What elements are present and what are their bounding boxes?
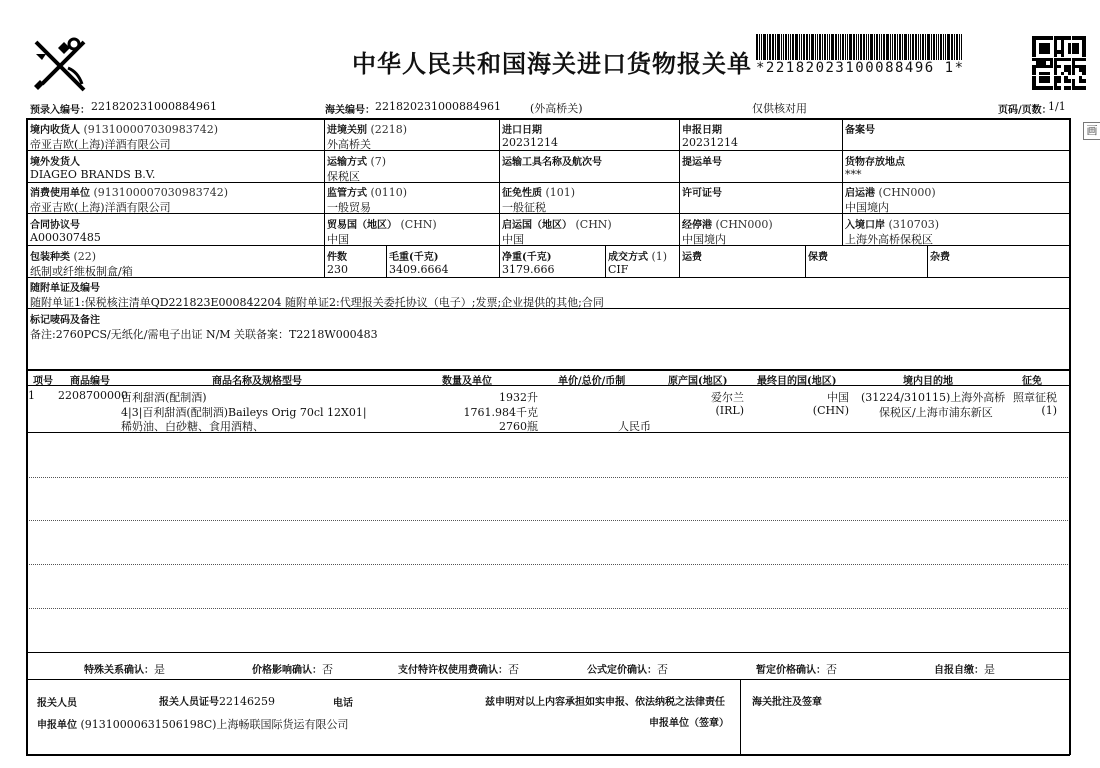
departure-port-label: 启运港 xyxy=(845,188,875,199)
entry-port-value: 上海外高桥保税区 xyxy=(845,233,933,246)
form-top-border xyxy=(26,118,1070,120)
col-header-goods-name: 商品名称及规格型号 xyxy=(212,376,302,387)
consumer-label: 消费使用单位 xyxy=(30,188,90,199)
consumer-name: 帝亚吉欧(上海)洋酒有限公司 xyxy=(30,201,171,214)
page-title: 中华人民共和国海关进口货物报关单 xyxy=(352,50,752,78)
tax-nature-cell xyxy=(502,184,575,215)
entry-customs-code: (2218) xyxy=(370,123,408,136)
misc-label: 杂费 xyxy=(930,252,950,263)
provisional-price-label: 暂定价格确认： xyxy=(756,665,826,676)
consumer-cell xyxy=(30,184,228,215)
documents-value: 随附单证1:保税核注清单QD221823E000842204 随附单证2:代理报关委托协议（电子）;发票;企业提供的其他;合同 xyxy=(30,296,604,309)
legal-statement: 兹申明对以上内容承担如实申报、依法纳税之法律责任 xyxy=(485,697,725,708)
royalty-label: 支付特许权使用费确认： xyxy=(398,665,508,676)
col-header-dest-domestic: 境内目的地 xyxy=(903,376,953,387)
net-weight-label: 净重(千克) xyxy=(502,252,552,263)
tax-nature-label: 征免性质 xyxy=(502,188,542,199)
vessel-cell xyxy=(502,153,602,168)
page-value: 1/1 xyxy=(1048,100,1066,113)
col-header-goods-code: 商品编号 xyxy=(70,376,110,387)
barcode-text: *22182023100088496 1* xyxy=(756,60,965,76)
supervision-cell xyxy=(327,184,407,215)
storage-cell xyxy=(845,153,905,181)
item-dest-country-code: (CHN) xyxy=(812,404,849,417)
package-type-cell xyxy=(30,248,133,279)
departure-port-value: 中国境内 xyxy=(845,201,889,214)
trade-country-code: (CHN) xyxy=(400,218,437,231)
entry-port-cell xyxy=(845,216,939,247)
item-currency: 人民币 xyxy=(618,420,651,433)
tax-nature-code: (101) xyxy=(545,186,576,199)
item-qty2: 1761.984千克 xyxy=(463,406,538,419)
item-exemption-code: (1) xyxy=(1041,404,1057,417)
col-header-quantity: 数量及单位 xyxy=(442,376,492,387)
import-date-value: 20231214 xyxy=(502,136,558,149)
misc-cell xyxy=(930,248,950,263)
origin-country-label: 启运国（地区） xyxy=(502,220,572,231)
item-spec: 4|3|百利甜酒(配制酒)Baileys Orig 70cl 12X01| xyxy=(121,406,367,419)
net-weight-cell xyxy=(502,248,555,276)
supervision-label: 监管方式 xyxy=(327,188,367,199)
declarer-cert-value: 22146259 xyxy=(219,695,275,708)
special-relation-value: 是 xyxy=(154,663,165,676)
trade-country-label: 贸易国（地区） xyxy=(327,220,397,231)
formula-price-confirm xyxy=(587,661,668,677)
record-no-cell xyxy=(845,121,875,136)
bill-no-cell xyxy=(682,153,722,168)
pre-entry-number: 221820231000884961 xyxy=(91,100,217,113)
item-name: 百利甜酒(配制酒) xyxy=(121,391,207,404)
freight-cell xyxy=(682,248,702,263)
documents-cell xyxy=(30,279,604,310)
consignee-cell xyxy=(30,121,218,152)
col-header-item-no: 项号 xyxy=(33,376,53,387)
transport-mode-cell xyxy=(327,153,386,184)
item-dest-domestic: (31224/310115)上海外高桥 xyxy=(861,391,1006,404)
pre-entry-label: 预录入编号： xyxy=(30,105,90,116)
transit-port-code: (CHN000) xyxy=(715,218,773,231)
declare-date-label: 申报日期 xyxy=(682,125,722,136)
origin-country-cell xyxy=(502,216,612,247)
pieces-label: 件数 xyxy=(327,252,347,263)
documents-label: 随附单证及编号 xyxy=(30,283,100,294)
barcode xyxy=(756,34,1018,60)
transit-port-value: 中国境内 xyxy=(682,233,726,246)
storage-value: *** xyxy=(845,168,862,181)
consignee-label: 境内收货人 xyxy=(30,125,80,136)
item-no: 1 xyxy=(28,389,35,402)
item-qty1: 1932升 xyxy=(499,391,538,404)
gross-weight-cell xyxy=(389,248,449,276)
contract-cell xyxy=(30,216,101,244)
supervision-value: 一般贸易 xyxy=(327,201,371,214)
trade-country-cell xyxy=(327,216,437,247)
item-code: 2208700000 xyxy=(58,389,128,402)
consignee-code: (913100007030983742) xyxy=(83,123,219,136)
col-header-origin: 原产国(地区) xyxy=(668,376,728,387)
declaring-unit-label: 申报单位 xyxy=(37,720,77,731)
entry-customs-cell xyxy=(327,121,407,152)
vessel-label: 运输工具名称及航次号 xyxy=(502,157,602,168)
origin-country-value: 中国 xyxy=(502,233,524,246)
departure-port-cell xyxy=(845,184,936,215)
entry-customs-label: 进境关别 xyxy=(327,125,367,136)
license-no-cell xyxy=(682,184,722,199)
package-type-value: 纸制或纤维板制盒/箱 xyxy=(30,265,133,278)
royalty-value: 否 xyxy=(508,663,519,676)
consumer-code: (913100007030983742) xyxy=(93,186,229,199)
insurance-cell xyxy=(808,248,828,263)
provisional-price-confirm xyxy=(756,661,837,677)
overseas-shipper-cell xyxy=(30,153,155,181)
item-qty3: 2760瓶 xyxy=(499,420,538,433)
page-label: 页码/页数： xyxy=(998,105,1052,116)
col-header-dest-country: 最终目的国(地区) xyxy=(757,376,837,387)
entry-customs-value: 外高桥关 xyxy=(327,138,371,151)
deal-mode-label: 成交方式 xyxy=(608,252,648,263)
self-pay-value: 是 xyxy=(984,663,995,676)
marks-value: 备注:2760PCS/无纸化/需电子出证 N/M 关联备案：T2218W000483 xyxy=(30,328,378,341)
import-date-label: 进口日期 xyxy=(502,125,542,136)
declaring-unit xyxy=(37,716,348,732)
verify-note: 仅供核对用 xyxy=(752,102,807,115)
insurance-label: 保费 xyxy=(808,252,828,263)
transport-mode-label: 运输方式 xyxy=(327,157,367,168)
declare-date-value: 20231214 xyxy=(682,136,738,149)
declarer-label: 报关人员 xyxy=(37,698,77,709)
deal-mode-value: CIF xyxy=(608,263,629,276)
item-origin: 爱尔兰 xyxy=(711,391,744,404)
entry-port-code: (310703) xyxy=(888,218,940,231)
transit-port-cell xyxy=(682,216,773,247)
origin-country-code: (CHN) xyxy=(575,218,612,231)
freight-label: 运费 xyxy=(682,252,702,263)
trade-country-value: 中国 xyxy=(327,233,349,246)
deal-mode-code: (1) xyxy=(651,250,668,263)
declaring-unit-seal: 申报单位（签章） xyxy=(649,718,729,729)
col-header-exemption: 征免 xyxy=(1022,376,1042,387)
formula-price-label: 公式定价确认： xyxy=(587,665,657,676)
transport-mode-value: 保税区 xyxy=(327,170,360,183)
contract-label: 合同协议号 xyxy=(30,220,80,231)
record-no-label: 备案号 xyxy=(845,125,875,136)
import-date-cell xyxy=(502,121,558,149)
price-influence-label: 价格影响确认： xyxy=(252,665,322,676)
departure-port-code: (CHN000) xyxy=(878,186,936,199)
deal-mode-cell xyxy=(608,248,667,276)
item-exemption: 照章征税 xyxy=(1013,391,1057,404)
customs-annotation-label: 海关批注及签章 xyxy=(752,697,822,708)
customs-number: 221820231000884961 xyxy=(375,100,501,113)
royalty-confirm xyxy=(398,661,519,677)
side-panel-icon[interactable]: 画 xyxy=(1083,122,1100,140)
port-note: (外高桥关) xyxy=(530,102,583,115)
declaring-unit-value: (91310000631506198C)上海畅联国际货运有限公司 xyxy=(80,718,349,731)
tax-nature-value: 一般征税 xyxy=(502,201,546,214)
package-type-code: (22) xyxy=(73,250,97,263)
gross-weight-value: 3409.6664 xyxy=(389,263,449,276)
price-influence-value: 否 xyxy=(322,663,333,676)
gross-weight-label: 毛重(千克) xyxy=(389,252,439,263)
col-header-price: 单价/总价/币制 xyxy=(558,376,626,387)
pieces-cell xyxy=(327,248,348,276)
phone-label: 电话 xyxy=(333,698,353,709)
customs-no-label: 海关编号： xyxy=(325,105,375,116)
contract-value: A000307485 xyxy=(30,231,101,244)
qr-code xyxy=(1032,36,1086,90)
item-origin-code: (IRL) xyxy=(715,404,744,417)
supervision-code: (0110) xyxy=(370,186,408,199)
formula-price-value: 否 xyxy=(657,663,668,676)
marks-cell xyxy=(30,311,378,342)
net-weight-value: 3179.666 xyxy=(502,263,555,276)
storage-label: 货物存放地点 xyxy=(845,157,905,168)
overseas-shipper-label: 境外发货人 xyxy=(30,157,80,168)
declare-date-cell xyxy=(682,121,738,149)
transport-mode-code: (7) xyxy=(370,155,387,168)
package-type-label: 包装种类 xyxy=(30,252,70,263)
bill-no-label: 提运单号 xyxy=(682,157,722,168)
declarer-cert-label: 报关人员证号 xyxy=(159,697,219,708)
self-pay-confirm xyxy=(934,661,995,677)
transit-port-label: 经停港 xyxy=(682,220,712,231)
special-relation-label: 特殊关系确认： xyxy=(84,665,154,676)
item-dest-domestic2: 保税区/上海市浦东新区 xyxy=(879,406,993,419)
entry-port-label: 入境口岸 xyxy=(845,220,885,231)
pieces-value: 230 xyxy=(327,263,348,276)
customs-emblem xyxy=(28,34,90,96)
consignee-name: 帝亚吉欧(上海)洋酒有限公司 xyxy=(30,138,171,151)
self-pay-label: 自报自缴： xyxy=(934,665,984,676)
item-dest-country: 中国 xyxy=(827,391,849,404)
special-relation-confirm xyxy=(84,661,165,677)
overseas-shipper-value: DIAGEO BRANDS B.V. xyxy=(30,168,156,181)
license-no-label: 许可证号 xyxy=(682,188,722,199)
declarer-cert xyxy=(159,693,275,708)
price-influence-confirm xyxy=(252,661,333,677)
item-spec2: 稀奶油、白砂糖、食用酒精、 xyxy=(121,420,264,433)
marks-label: 标记唛码及备注 xyxy=(30,315,100,326)
provisional-price-value: 否 xyxy=(826,663,837,676)
